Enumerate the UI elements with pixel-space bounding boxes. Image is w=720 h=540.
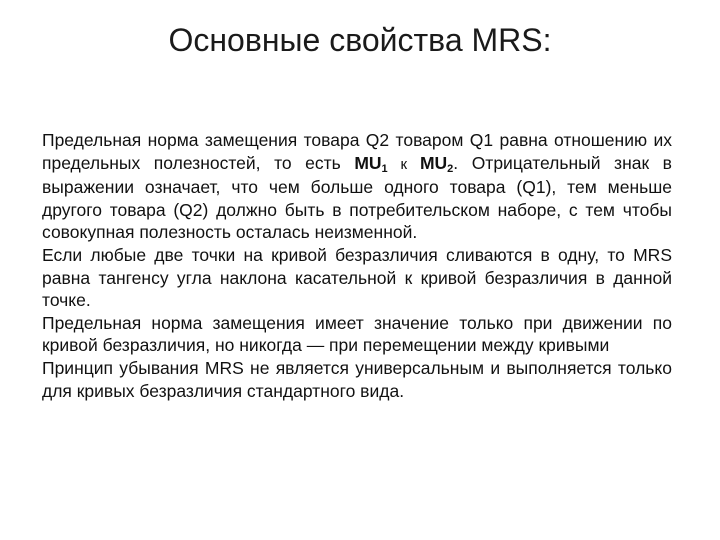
mu2-base: MU xyxy=(419,152,448,173)
mu2-subscript: 2 xyxy=(447,162,454,175)
paragraph-tangent: Если любые две точки на кривой безразличия сливаются в одну, то MRS равна тангенсу угла наклона касательной к кривой безразличия в данной точке. xyxy=(42,244,672,311)
mu1-term xyxy=(354,153,387,173)
paragraph-text: Предельная норма замещения товара Q2 товаром Q1 равна отношению их предельных полезностей, то есть xyxy=(42,130,672,173)
connector-text: к xyxy=(387,155,420,173)
paragraph-text-continued: . Отрицательный знак в выражении означает, что чем больше одного товара (Q1), тем меньше другого товара (Q2) должно быть в потребительском наборе, с тем чтобы совокупная полезность осталась неизменной. xyxy=(42,152,672,243)
paragraph-mrs-definition xyxy=(42,129,672,244)
mu2-term xyxy=(420,153,453,173)
mu1-base: MU xyxy=(354,152,382,173)
slide-title: Основные свойства MRS: xyxy=(168,22,552,58)
mu1-subscript: 1 xyxy=(381,162,388,175)
paragraph-movement: Предельная норма замещения имеет значение только при движении по кривой безразличия, но никогда — при перемещении между кривыми xyxy=(42,312,672,356)
slide-body xyxy=(42,129,672,402)
paragraph-diminishing: Принцип убывания MRS не является универсальным и выполняется только для кривых безразличия стандартного вида. xyxy=(42,357,672,401)
